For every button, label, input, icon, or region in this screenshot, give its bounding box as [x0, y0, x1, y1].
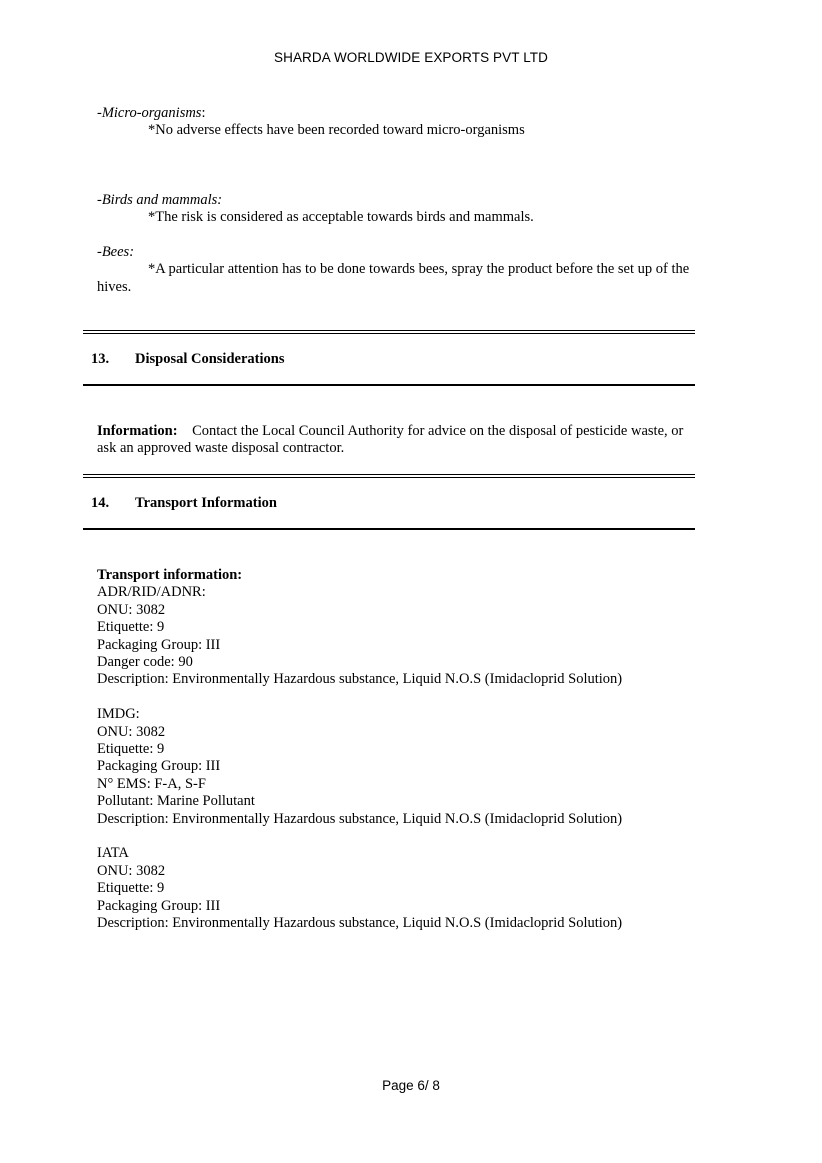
micro-organisms-heading: -Micro-organisms: [97, 105, 206, 121]
section13-top-rule [83, 330, 695, 331]
imdg-etiquette: Etiquette: 9 [97, 741, 165, 758]
section13-bottom-rule [83, 384, 695, 386]
iata-etiquette: Etiquette: 9 [97, 880, 165, 897]
imdg-label: IMDG: [97, 706, 140, 723]
adr-onu: ONU: 3082 [97, 601, 166, 618]
iata-onu: ONU: 3082 [97, 862, 166, 879]
adr-danger-code: Danger code: 90 [97, 654, 193, 671]
iata-label: IATA [97, 845, 129, 862]
section13-title: Disposal Considerations [135, 351, 285, 367]
iata-packaging-group: Packaging Group: III [97, 897, 221, 914]
imdg-packaging-group: Packaging Group: III [97, 758, 221, 775]
imdg-pollutant: Pollutant: Marine Pollutant [97, 793, 255, 810]
section13-top-rule-double [83, 333, 695, 334]
bees-text-line2: hives. [97, 278, 132, 295]
imdg-ems: N° EMS: F-A, S-F [97, 775, 206, 792]
section14-top-rule [83, 474, 695, 475]
micro-organisms-text: *No adverse effects have been recorded toward micro-organisms [148, 122, 525, 139]
spacer [97, 828, 717, 845]
spacer [97, 689, 717, 706]
disposal-information [97, 423, 717, 458]
section14-number: 14. [91, 495, 110, 511]
micro-organisms-block [97, 105, 717, 140]
disposal-info-text1: Contact the Local Council Authority for advice on the disposal of pesticide waste, or [192, 423, 684, 439]
adr-description: Description: Environmentally Hazardous substance, Liquid N.O.S (Imidacloprid Solution) [97, 671, 623, 688]
birds-block [97, 192, 717, 227]
adr-packaging-group: Packaging Group: III [97, 636, 221, 653]
section14-bottom-rule [83, 528, 695, 530]
transport-information [97, 567, 717, 933]
section14-top-rule-double [83, 477, 695, 478]
imdg-description: Description: Environmentally Hazardous substance, Liquid N.O.S (Imidacloprid Solution) [97, 810, 623, 827]
disposal-info-line2: ask an approved waste disposal contractor. [97, 440, 345, 457]
transport-heading: Transport information: [97, 567, 243, 583]
page-header: SHARDA WORLDWIDE EXPORTS PVT LTD [274, 50, 548, 65]
page-number: Page 6/ 8 [382, 1078, 440, 1093]
section13-number: 13. [91, 351, 110, 367]
imdg-onu: ONU: 3082 [97, 723, 166, 740]
birds-text: *The risk is considered as acceptable towards birds and mammals. [148, 209, 534, 226]
disposal-info-label: Information: [97, 423, 178, 439]
birds-heading: -Birds and mammals: [97, 192, 223, 208]
bees-heading: -Bees: [97, 244, 135, 260]
adr-etiquette: Etiquette: 9 [97, 619, 165, 636]
bees-text-line1: *A particular attention has to be done towards bees, spray the product before the set up of the [148, 261, 690, 278]
bees-block [97, 244, 717, 296]
iata-description: Description: Environmentally Hazardous substance, Liquid N.O.S (Imidacloprid Solution) [97, 915, 623, 932]
adr-label: ADR/RID/ADNR: [97, 584, 206, 601]
section14-title: Transport Information [135, 495, 277, 511]
disposal-info-line1 [97, 423, 717, 440]
